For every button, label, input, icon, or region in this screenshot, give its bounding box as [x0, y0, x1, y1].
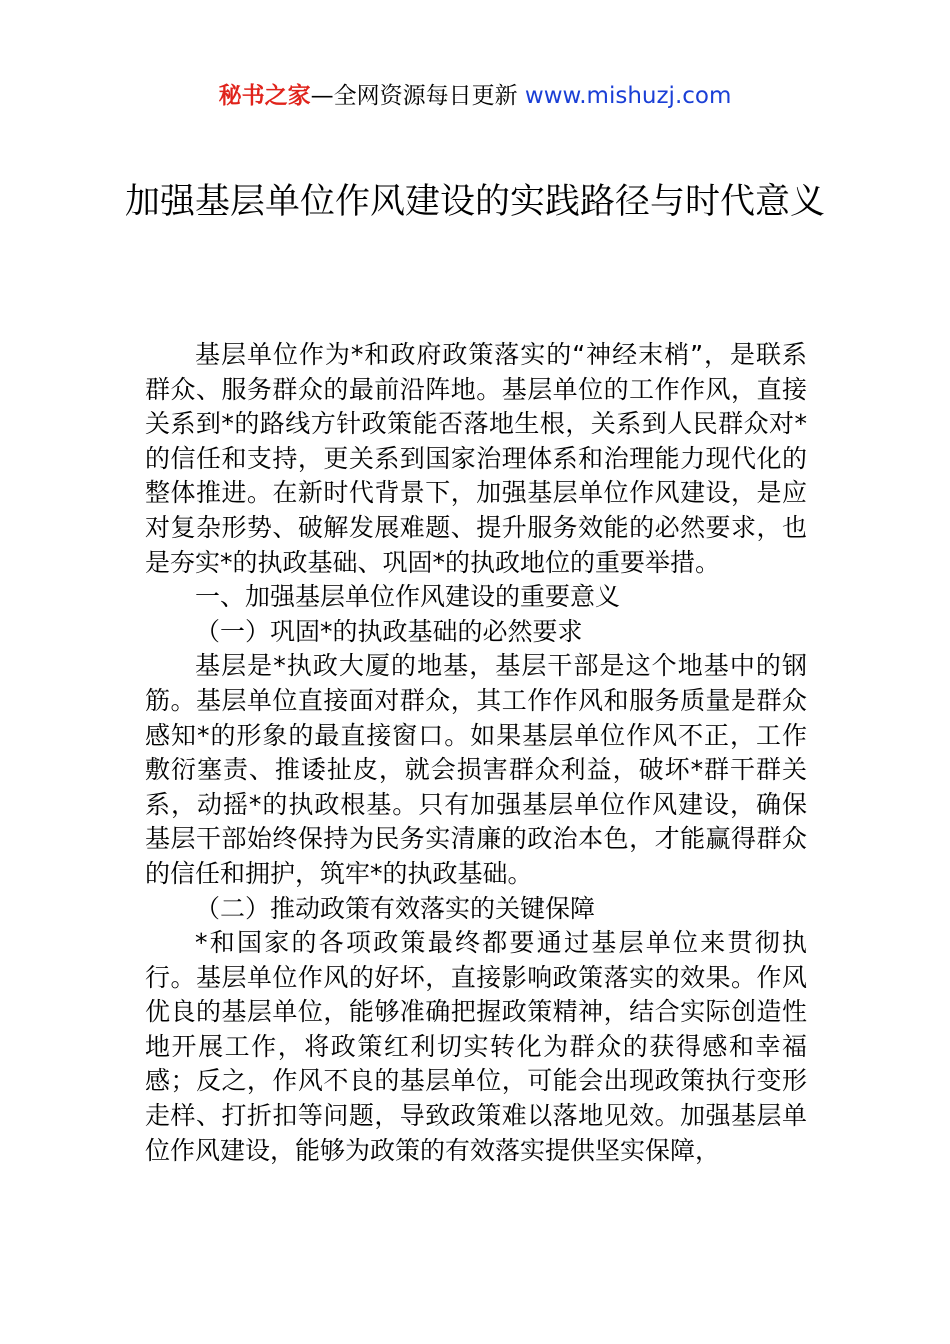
- paragraph-intro: 基层单位作为*和政府政策落实的“神经末梢”，是联系群众、服务群众的最前沿阵地。基层单位的工作作风，直接关系到*的路线方针政策能否落地生根，关系到人民群众对*的信任和支持，更关系到国家治理体系和治理能力现代化的整体推进。在新时代背景下，加强基层单位作风建设，是应对复杂形势、破解发展难题、提升服务效能的必然要求，也是夯实*的执政基础、巩固*的执政地位的重要举措。: [145, 340, 807, 577]
- paragraph-policy: *和国家的各项政策最终都要通过基层单位来贯彻执行。基层单位作风的好坏，直接影响政策落实的效果。作风优良的基层单位，能够准确把握政策精神，结合实际创造性地开展工作，将政策红利切实转化为群众的获得感和幸福感；反之，作风不良的基层单位，可能会出现政策执行变形走样、打折扣等问题，导致政策难以落地见效。加强基层单位作风建设，能够为政策的有效落实提供坚实保障，: [145, 928, 807, 1165]
- document-title: 加强基层单位作风建设的实践路径与时代意义: [124, 182, 825, 222]
- site-brand: 秘书之家: [218, 83, 311, 109]
- document-body: [145, 338, 807, 1168]
- subsection-heading-2: （二）推动政策有效落实的关键保障: [195, 893, 596, 923]
- section-heading-1: 一、加强基层单位作风建设的重要意义: [195, 582, 621, 612]
- site-slogan: —全网资源每日更新: [310, 83, 518, 109]
- site-header: [0, 80, 950, 112]
- subsection-heading-1: （一）巩固*的执政基础的必然要求: [195, 616, 583, 646]
- site-url-link[interactable]: www.mishuzj.com: [524, 83, 732, 109]
- paragraph-foundation: 基层是*执政大厦的地基，基层干部是这个地基中的钢筋。基层单位直接面对群众，其工作作风和服务质量是群众感知*的形象的最直接窗口。如果基层单位作风不正，工作敷衍塞责、推诿扯皮，就会损害群众利益，破坏*群干群关系，动摇*的执政根基。只有加强基层单位作风建设，确保基层干部始终保持为民务实清廉的政治本色，才能赢得群众的信任和拥护，筑牢*的执政基础。: [145, 651, 807, 888]
